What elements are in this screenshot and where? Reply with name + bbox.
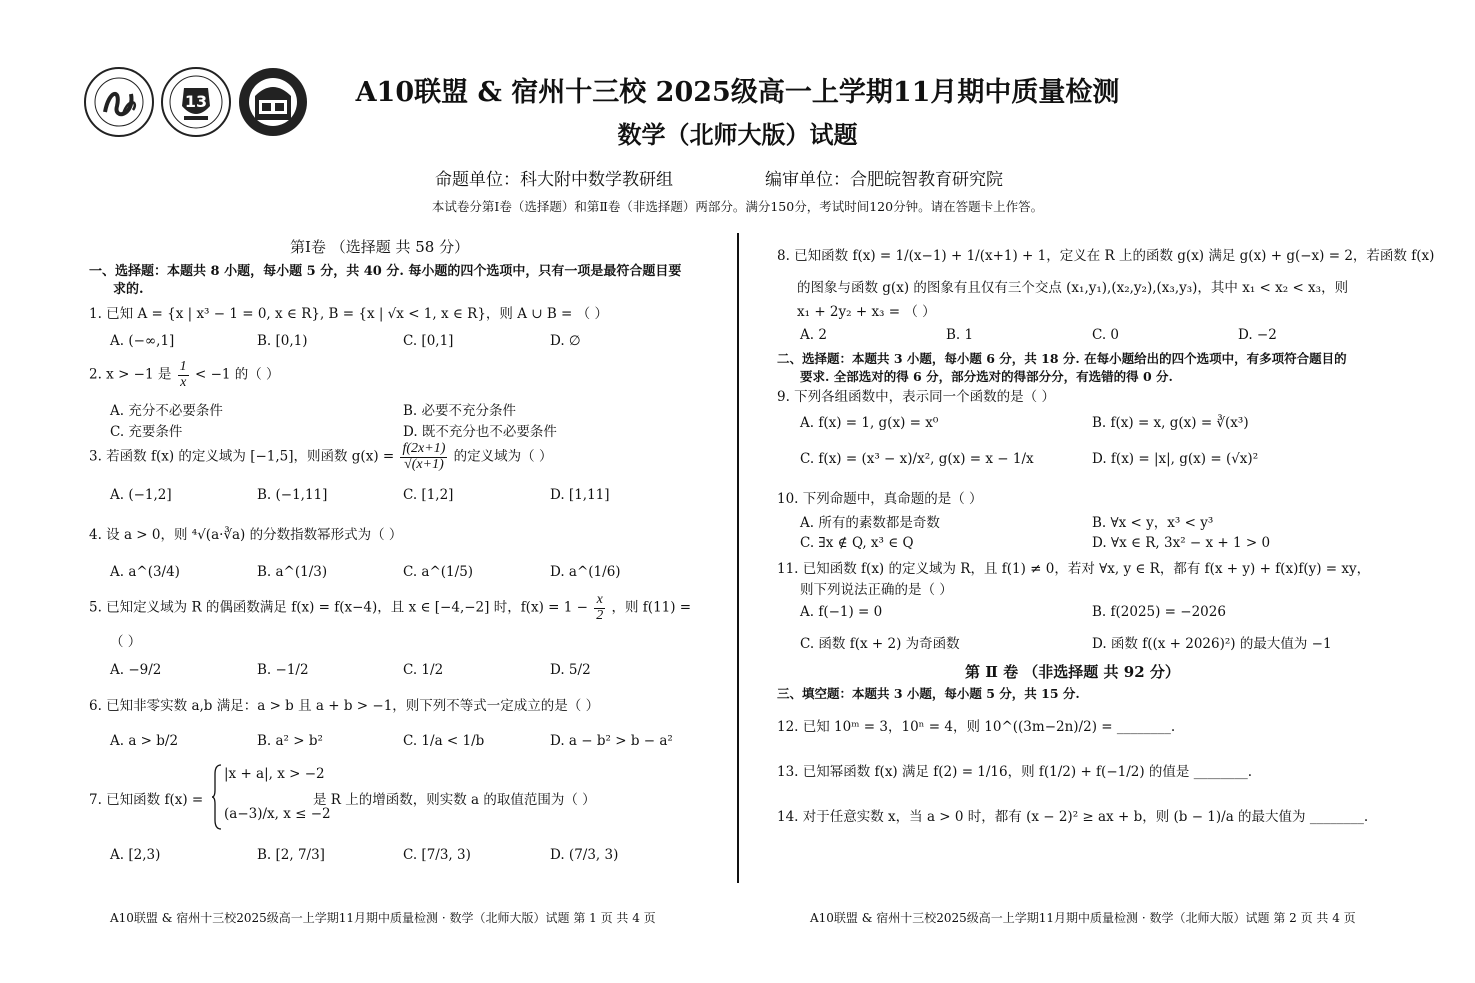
question-1-option-c[interactable]: C. [0,1]: [403, 333, 454, 349]
reviewer-unit: 编审单位：合肥皖智教育研究院: [765, 170, 1003, 190]
question-6-option-d[interactable]: D. a − b² > b − a²: [550, 733, 673, 749]
question-11-option-c[interactable]: C. 函数 f(x + 2) 为奇函数: [800, 636, 960, 652]
question-10-option-c[interactable]: C. ∃x ∉ Q, x³ ∈ Q: [800, 535, 914, 551]
question-7-option-b[interactable]: B. [2, 7/3]: [257, 847, 325, 863]
question-1-stem: 1. 已知 A = {x | x³ − 1 = 0, x ∈ R}, B = {x | √x < 1, x ∈ R}，则 A ∪ B = （ ）: [89, 306, 608, 322]
section-title-1: 第Ⅰ卷 （选择题 共 58 分）: [290, 238, 470, 256]
question-8-option-c[interactable]: C. 0: [1092, 327, 1120, 343]
question-9-option-d[interactable]: D. f(x) = |x|, g(x) = (√x)²: [1092, 451, 1259, 467]
question-8-line-3: x₁ + 2y₂ + x₃ = （ ）: [797, 304, 936, 320]
question-13: 13. 已知幂函数 f(x) 满足 f(2) = 1/16，则 f(1/2) + f(−1/2) 的值是 ________.: [777, 764, 1252, 780]
question-8-option-b[interactable]: B. 1: [946, 327, 974, 343]
exam-title: A10联盟 & 宿州十三校 2025级高一上学期11月期中质量检测: [355, 77, 1120, 108]
question-5-option-a[interactable]: A. −9/2: [110, 662, 162, 678]
part2-instructions: 二、选择题：本题共 3 小题，每小题 6 分，共 18 分. 在每小题给出的四个选项中，有多项符合题目的: [777, 351, 1347, 366]
question-1-option-a[interactable]: A. (−∞,1]: [110, 333, 175, 349]
question-3-option-d[interactable]: D. [1,11]: [550, 487, 610, 503]
exam-subtitle: 数学（北师大版）试题: [617, 120, 858, 149]
question-6-option-b[interactable]: B. a² > b²: [257, 733, 323, 749]
question-11-line-2: 则下列说法正确的是（ ）: [800, 582, 953, 598]
part1-instructions: 一、选择题：本题共 8 小题，每小题 5 分，共 40 分. 每小题的四个选项中，只有一项是最符合题目要: [89, 264, 682, 279]
question-7-case-1: |x + a|, x > −2: [224, 766, 325, 782]
question-1-option-b[interactable]: B. [0,1): [257, 333, 308, 349]
question-3-option-b[interactable]: B. (−1,11]: [257, 487, 328, 503]
question-3-option-a[interactable]: A. (−1,2]: [110, 487, 172, 503]
question-8-option-d[interactable]: D. −2: [1238, 327, 1277, 343]
question-8-line-1: 8. 已知函数 f(x) = 1/(x−1) + 1/(x+1) + 1，定义在 R 上的函数 g(x) 满足 g(x) + g(−x) = 2，若函数 f(x): [777, 248, 1435, 264]
section-title-2: 第 Ⅱ 卷 （非选择题 共 92 分）: [965, 663, 1180, 681]
question-6-option-c[interactable]: C. 1/a < 1/b: [403, 733, 485, 749]
question-5-option-c[interactable]: C. 1/2: [403, 662, 444, 678]
question-7-case-2: (a−3)/x, x ≤ −2: [224, 806, 331, 822]
question-7-option-a[interactable]: A. [2,3): [110, 847, 161, 863]
question-5-option-d[interactable]: D. 5/2: [550, 662, 591, 678]
question-3-stem: 3. 若函数 f(x) 的定义域为 [−1,5]，则函数 g(x) = $\frac{f(2x+1)}{√(x+1)}$ 的定义域为（ ）: [89, 441, 553, 472]
column-divider: [737, 233, 739, 883]
question-4-option-d[interactable]: D. a^(1/6): [550, 564, 621, 580]
question-5-stem: 5. 已知定义域为 R 的偶函数满足 f(x) = f(x−4)，且 x ∈ [−4,−2] 时，f(x) = 1 − $\frac{x}{2}$ ，则 f(11) =: [89, 592, 692, 623]
svg-text:13: 13: [184, 92, 208, 111]
question-2-option-b[interactable]: B. 必要不充分条件: [403, 403, 517, 419]
part1-instructions-cont: 求的.: [113, 282, 144, 297]
question-6-option-a[interactable]: A. a > b/2: [110, 733, 179, 749]
part2-instructions-cont: 要求. 全部选对的得 6 分，部分选对的得部分分，有选错的得 0 分.: [800, 369, 1173, 384]
question-4-stem: 4. 设 a > 0，则 ⁴√(a·∛a) 的分数指数幂形式为（ ）: [89, 527, 403, 543]
question-10-option-b[interactable]: B. ∀x < y，x³ < y³: [1092, 515, 1214, 531]
question-2-option-d[interactable]: D. 既不充分也不必要条件: [403, 424, 557, 440]
proposer-unit: 命题单位：科大附中数学教研组: [435, 170, 673, 190]
question-7-stem-a: 7. 已知函数 f(x) =: [89, 792, 204, 808]
question-2-option-c[interactable]: C. 充要条件: [110, 424, 183, 440]
question-2-stem: 2. x > −1 是 $\frac{1}{x}$ < −1 的（ ）: [89, 359, 280, 390]
exam-note: 本试卷分第Ⅰ卷（选择题）和第Ⅱ卷（非选择题）两部分。满分150分，考试时间120分钟。请在答题卡上作答。: [431, 199, 1044, 214]
question-9-option-a[interactable]: A. f(x) = 1, g(x) = x⁰: [800, 415, 939, 431]
question-11-option-b[interactable]: B. f(2025) = −2026: [1092, 604, 1226, 620]
question-3-option-c[interactable]: C. [1,2]: [403, 487, 454, 503]
question-5-option-b[interactable]: B. −1/2: [257, 662, 309, 678]
question-11-option-a[interactable]: A. f(−1) = 0: [800, 604, 883, 620]
question-11-option-d[interactable]: D. 函数 f((x + 2026)²) 的最大值为 −1: [1092, 636, 1332, 652]
question-7-option-d[interactable]: D. (7/3, 3): [550, 847, 619, 863]
question-11-line-1: 11. 已知函数 f(x) 的定义域为 R，且 f(1) ≠ 0，若对 ∀x, y ∈ R，都有 f(x + y) + f(x)f(y) = xy，: [777, 561, 1371, 577]
question-12: 12. 已知 10ᵐ = 3，10ⁿ = 4，则 10^((3m−2n)/2) = ________.: [777, 719, 1176, 735]
footer-page-1: A10联盟 & 宿州十三校2025级高一上学期11月期中质量检测 · 数学（北师大版）试题 第 1 页 共 4 页: [110, 911, 656, 925]
question-4-option-c[interactable]: C. a^(1/5): [403, 564, 474, 580]
question-8-option-a[interactable]: A. 2: [800, 327, 827, 343]
question-9-option-c[interactable]: C. f(x) = (x³ − x)/x², g(x) = x − 1/x: [800, 451, 1034, 467]
question-2-option-a[interactable]: A. 充分不必要条件: [110, 403, 223, 419]
question-8-line-2: 的图象与函数 g(x) 的图象有且仅有三个交点 (x₁,y₁),(x₂,y₂),(x₃,y₃)，其中 x₁ < x₂ < x₃，则: [797, 280, 1349, 296]
question-5-stem-cont: （ ）: [110, 634, 142, 650]
question-9-option-b[interactable]: B. f(x) = x, g(x) = ∛(x³): [1092, 415, 1249, 431]
question-4-option-b[interactable]: B. a^(1/3): [257, 564, 328, 580]
question-10-option-d[interactable]: D. ∀x ∈ R, 3x² − x + 1 > 0: [1092, 535, 1271, 551]
question-10-stem: 10. 下列命题中，真命题的是（ ）: [777, 491, 983, 507]
question-1-option-d[interactable]: D. ∅: [550, 333, 581, 349]
question-9-stem: 9. 下列各组函数中，表示同一个函数的是（ ）: [777, 389, 1055, 405]
question-7-option-c[interactable]: C. [7/3, 3): [403, 847, 471, 863]
piecewise-brace-icon: [212, 764, 222, 830]
question-7-stem-b: 是 R 上的增函数，则实数 a 的取值范围为（ ）: [313, 792, 596, 808]
question-6-stem: 6. 已知非零实数 a,b 满足：a > b 且 a + b > −1，则下列不等式一定成立的是（ ）: [89, 698, 600, 714]
footer-page-2: A10联盟 & 宿州十三校2025级高一上学期11月期中质量检测 · 数学（北师大版）试题 第 2 页 共 4 页: [810, 911, 1356, 925]
question-14: 14. 对于任意实数 x，当 a > 0 时，都有 (x − 2)² ≥ ax + b，则 (b − 1)/a 的最大值为 ________.: [777, 809, 1369, 825]
part3-instructions: 三、填空题：本题共 3 小题，每小题 5 分，共 15 分.: [777, 686, 1080, 701]
question-10-option-a[interactable]: A. 所有的素数都是奇数: [800, 515, 940, 531]
question-4-option-a[interactable]: A. a^(3/4): [110, 564, 180, 580]
